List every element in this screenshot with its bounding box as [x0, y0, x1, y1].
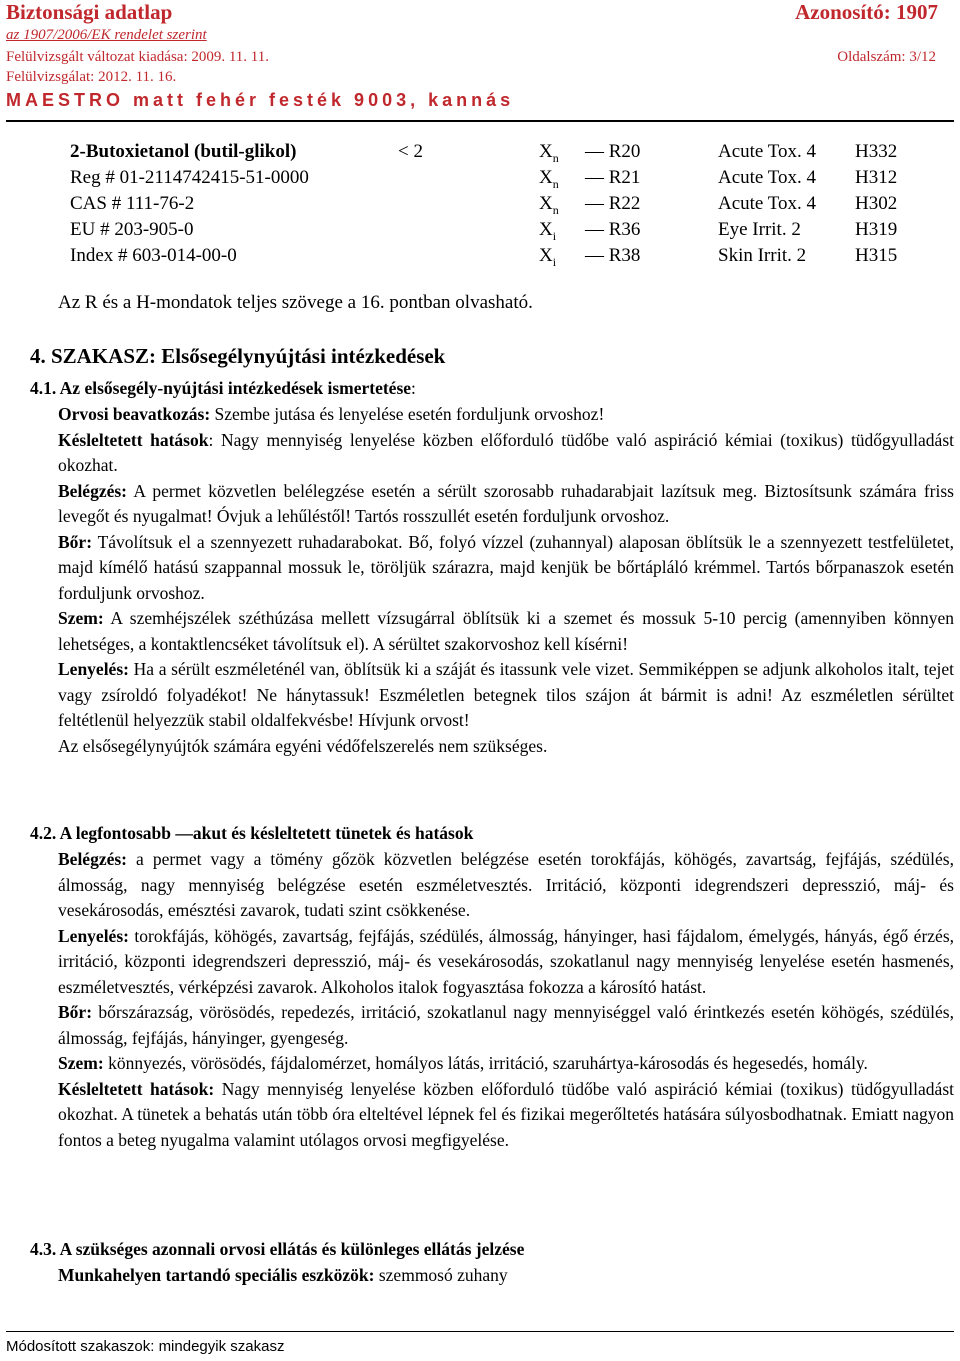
- s42-skin-text: bőrszárazság, vörösödés, repedezés, irritáció, szokatlanul nagy mennyiséggel való érintkezés esetén köhögés, szédülés, álmosság, fejfájás, hányinger, gyengeség.: [58, 1002, 954, 1048]
- component-concentration: < 2: [398, 141, 423, 162]
- s42-delayed-paragraph: [58, 1077, 954, 1154]
- component-index-number: Index # 603-014-00-0: [70, 245, 237, 266]
- hazard-classification: Acute Tox. 4: [718, 167, 817, 188]
- s42-eye-label: Szem:: [58, 1053, 104, 1073]
- component-eu-number: EU # 203-905-0: [70, 219, 194, 240]
- delayed-text: : Nagy mennyiség lenyelése közben előforduló tüdőbe való aspiráció kémiai (toxikus) tüdőgyulladást okozhat.: [58, 429, 954, 475]
- r-h-phrases-note: Az R és a H-mondatok teljes szövege a 16. pontban olvasható.: [58, 292, 533, 313]
- s42-skin-paragraph: [58, 1000, 954, 1051]
- s42-inhalation-text: a permet vagy a tömény gőzök közvetlen belégzése esetén torokfájás, köhögés, zavartság, fejfájás, szédülés, álmosság, nagy mennyiség belégzése esetén eszméletvesztés. Irritáció, központi idegrendszeri depresszió, máj- és vesekárosodás, emésztési zavarok, tudati szint csökkenése.: [58, 849, 954, 920]
- ingestion-label: Lenyelés:: [58, 659, 129, 679]
- footer-divider: [6, 1331, 954, 1332]
- s42-ingestion-label: Lenyelés:: [58, 925, 129, 946]
- subsection-4-3-body: [58, 1263, 954, 1289]
- ingestion-text: Ha a sérült eszméleténél van, öblítsük ki a száját és itassunk vele vizet. Semmiképpen se adjunk alkoholos italt, tejet vagy zsíroldó folyadékot! Ne hánytassuk! Eszméletlen betegnek tilos szájon át bármit is adni! Az eszméletlen sérültet feltétlenül helyezzük stabil oldalfekvésbe! Hívjunk orvost!: [58, 659, 954, 730]
- hazard-symbol: $X_i$: [539, 245, 557, 269]
- hazard-classification: Acute Tox. 4: [718, 193, 817, 214]
- component-row: [0, 219, 960, 245]
- r-phrase: — R36: [585, 219, 641, 240]
- delayed-effects-paragraph: [58, 428, 954, 479]
- product-name: MAESTRO matt fehér festék 9003, kannás: [6, 90, 515, 110]
- eye-paragraph: [58, 606, 954, 657]
- component-row: [0, 193, 960, 219]
- r-phrase: — R22: [585, 193, 641, 214]
- ppe-paragraph: Az elsősegélynyújtók számára egyéni védőfelszerelés nem szükséges.: [58, 735, 548, 756]
- subsection-4-3-title-block: [30, 1237, 930, 1263]
- component-reg-number: Reg # 01-2114742415-51-0000: [70, 167, 309, 188]
- special-tools-label: Munkahelyen tartandó speciális eszközök:: [58, 1265, 375, 1285]
- h-phrase: H319: [855, 219, 898, 240]
- subsection-4-1-colon: :: [411, 378, 416, 398]
- s42-inhalation-label: Belégzés:: [58, 849, 127, 869]
- h-phrase: H312: [855, 167, 898, 188]
- medical-label: Orvosi beavatkozás:: [58, 404, 211, 424]
- component-row: [0, 245, 960, 271]
- inhalation-paragraph: [58, 479, 954, 530]
- s42-ingestion-text: torokfájás, köhögés, zavartság, fejfájás, szédülés, álmosság, hányinger, hasi fájdalom, émelygés, hányás, égő érzés, irritáció, központi idegrendszeri depresszió, máj- és vesekárosodás, szokatlanul nagy mennyiség lenyelése esetén hasmenés, eszméletvesztés, vérképzési zavarok. Alkoholos italok fogyasztása fokozza a károsító hatást.: [58, 925, 954, 997]
- component-name: 2-Butoxietanol (butil-glikol): [70, 141, 297, 162]
- symptoms-and-effects: [58, 847, 954, 1153]
- medical-text: Szembe jutása és lenyelése esetén forduljunk orvoshoz!: [210, 404, 605, 424]
- hazard-classification: Skin Irrit. 2: [718, 245, 807, 266]
- inhalation-text: A permet közvetlen belélegzése esetén a sérült szorosabb ruhadarabjait lazítsuk meg. Biztosítsunk számára friss levegőt és nyugalmat! Óvjuk a lehűléstől! Tartós rosszullét esetén forduljunk orvoshoz.: [58, 480, 954, 526]
- skin-paragraph: [58, 530, 954, 607]
- eye-label: Szem:: [58, 608, 104, 628]
- document-title: Biztonsági adatlap: [6, 0, 173, 24]
- first-aid-measures: [58, 402, 954, 759]
- r-phrase: — R21: [585, 167, 641, 188]
- component-row: [0, 141, 960, 167]
- delayed-label: Késleltetett hatások: [58, 429, 209, 450]
- hazard-classification: Eye Irrit. 2: [718, 219, 801, 240]
- subsection-4-2-title: 4.2. A legfontosabb —akut és késleltetett tünetek és hatások: [30, 823, 474, 843]
- subsection-4-1-title: 4.1. Az elsősegély-nyújtási intézkedések ismertetése: [30, 378, 412, 398]
- subsection-4-2-title-block: [30, 821, 930, 847]
- revised-issue-date: Felülvizsgált változat kiadása: 2009. 11. 11.: [6, 49, 269, 65]
- skin-label: Bőr:: [58, 531, 93, 552]
- page-number: Oldalszám: 3/12: [837, 49, 936, 65]
- eye-text: A szemhéjszélek széthúzása mellett vízsugárral öblítsük ki a szemet és mossuk 5-10 percig (amennyiben könnyen lehetséges, a kontaktlencséket távolítsuk el). A sérültet szakorvoshoz kell kísérni!: [58, 608, 954, 654]
- hazard-symbol: $X_n$: [539, 167, 559, 191]
- r-phrase: — R38: [585, 245, 641, 266]
- hazard-symbol: $X_n$: [539, 193, 559, 217]
- regulation-reference: az 1907/2006/EK rendelet szerint: [6, 27, 207, 43]
- ingestion-paragraph: [58, 657, 954, 734]
- component-cas-number: CAS # 111-76-2: [70, 193, 195, 214]
- document-id: Azonosító: 1907: [795, 0, 938, 24]
- skin-text: Távolítsuk el a szennyezett ruhadarabokat. Bő, folyó vízzel (zuhannyal) alaposan öblítsük le a szennyezett testfelületet, majd kímélő hatású szappannal mossuk le, töröljük szárazra, majd kenjük be bőrtápláló krémmel. Tartós bőrpanaszok esetén forduljunk orvoshoz.: [58, 531, 954, 603]
- section-4-title: 4. SZAKASZ: Elsősegélynyújtási intézkedések: [30, 344, 446, 368]
- s42-ingestion-paragraph: [58, 924, 954, 1001]
- hazard-symbol: $X_n$: [539, 141, 559, 165]
- s42-eye-paragraph: [58, 1051, 954, 1077]
- inhalation-label: Belégzés:: [58, 480, 127, 501]
- h-phrase: H332: [855, 141, 898, 162]
- hazard-symbol: $X_i$: [539, 219, 557, 243]
- s42-delayed-label: Késleltetett hatások:: [58, 1078, 215, 1099]
- s42-skin-label: Bőr:: [58, 1002, 93, 1022]
- review-date: Felülvizsgálat: 2012. 11. 16.: [6, 69, 177, 85]
- s42-inhalation-paragraph: [58, 847, 954, 924]
- h-phrase: H315: [855, 245, 898, 266]
- special-tools-paragraph: [58, 1263, 954, 1289]
- subsection-4-3-title: 4.3. A szükséges azonnali orvosi ellátás és különleges ellátás jelzése: [30, 1239, 525, 1259]
- s42-eye-text: könnyezés, vörösödés, fájdalomérzet, homályos látás, irritáció, szaruhártya-károsodás és hegesedés, homály.: [103, 1053, 868, 1073]
- r-phrase: — R20: [585, 141, 641, 162]
- subsection-4-1-title-block: [30, 376, 930, 402]
- footer-modified-sections: Módosított szakaszok: mindegyik szakasz: [6, 1338, 285, 1355]
- header-divider: [6, 120, 954, 122]
- s42-delayed-text: Nagy mennyiség lenyelése közben előforduló tüdőbe való aspiráció kémiai (toxikus) tüdőgyulladást okozhat. A tünetek a behatás után több óra elteltével lépnek fel és fizikai megerőltetés hatására súlyosbodhatnak. Emiatt nagyon fontos a beteg nyugalma valamint utólagos orvosi megfigyelése.: [58, 1078, 954, 1150]
- h-phrase: H302: [855, 193, 898, 214]
- component-row: [0, 167, 960, 193]
- special-tools-text: szemmosó zuhany: [374, 1265, 508, 1285]
- hazard-classification: Acute Tox. 4: [718, 141, 817, 162]
- medical-intervention-paragraph: [58, 402, 954, 428]
